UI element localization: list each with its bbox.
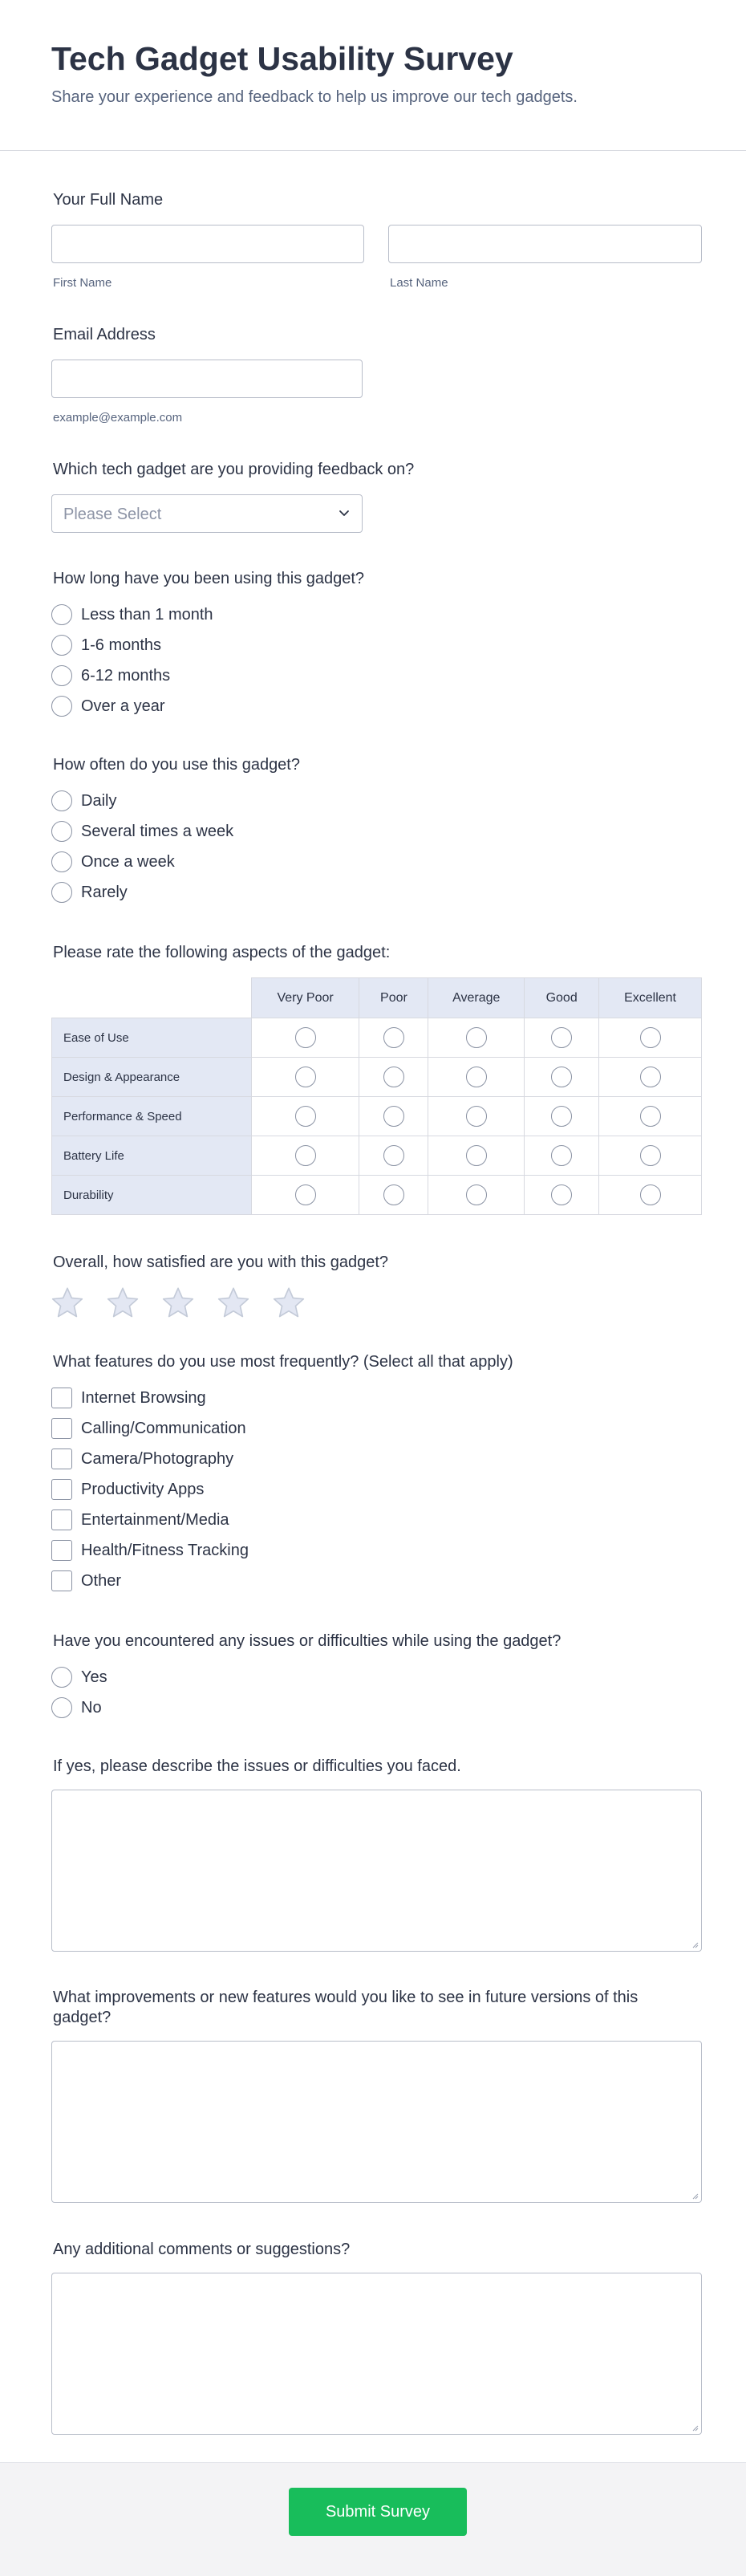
issues-label: Have you encountered any issues or difficulties while using the gadget? [53,1632,562,1650]
duration-option[interactable] [51,695,164,717]
matrix-row [52,1018,702,1058]
chevron-down-icon [338,506,351,519]
matrix-row-label: Durability [52,1176,252,1215]
matrix-column-header: Excellent [599,978,702,1018]
feature-option-label: Entertainment/Media [81,1510,229,1529]
checkbox[interactable] [51,1388,72,1408]
matrix-radio[interactable] [551,1027,572,1048]
frequency-option-label: Rarely [81,883,128,901]
feature-option[interactable] [51,1417,246,1440]
matrix-radio[interactable] [295,1067,316,1087]
matrix-column-header: Average [428,978,525,1018]
matrix-row [52,1176,702,1215]
form-header [0,0,746,151]
matrix-row-label: Design & Appearance [52,1058,252,1097]
feature-option[interactable] [51,1387,206,1409]
matrix-row-label: Performance & Speed [52,1097,252,1136]
improvements-label-line2: gadget? [53,2009,111,2026]
feature-option-label: Camera/Photography [81,1449,234,1468]
matrix-radio[interactable] [640,1027,661,1048]
feature-option[interactable] [51,1448,233,1470]
issues-option[interactable] [51,1666,107,1688]
first-name-sublabel: First Name [53,276,112,290]
rating-matrix [51,977,702,1215]
matrix-radio[interactable] [383,1184,404,1205]
feature-option-label: Calling/Communication [81,1419,246,1437]
star-icon[interactable] [216,1286,251,1321]
matrix-radio[interactable] [551,1106,572,1127]
star-icon[interactable] [105,1286,140,1321]
frequency-option[interactable] [51,851,175,873]
matrix-radio[interactable] [551,1145,572,1166]
matrix-radio[interactable] [640,1106,661,1127]
matrix-row [52,1097,702,1136]
duration-option[interactable] [51,634,161,656]
feature-option-label: Productivity Apps [81,1480,205,1498]
issues-option-label: No [81,1698,102,1717]
matrix-radio[interactable] [383,1027,404,1048]
frequency-option[interactable] [51,790,116,812]
features-label: What features do you use most frequently? (Select all that apply) [53,1353,513,1371]
matrix-radio[interactable] [295,1184,316,1205]
satisfaction-label: Overall, how satisfied are you with this gadget? [53,1253,388,1271]
matrix-column-header: Good [525,978,599,1018]
matrix-radio[interactable] [383,1145,404,1166]
matrix-radio[interactable] [295,1145,316,1166]
radio-button[interactable] [51,882,72,903]
matrix-radio[interactable] [640,1067,661,1087]
issues-describe-textarea[interactable] [51,1790,702,1952]
radio-button[interactable] [51,851,72,872]
checkbox[interactable] [51,1570,72,1591]
checkbox[interactable] [51,1509,72,1530]
matrix-row-label: Ease of Use [52,1018,252,1058]
comments-label: Any additional comments or suggestions? [53,2241,351,2258]
checkbox[interactable] [51,1479,72,1500]
radio-button[interactable] [51,635,72,656]
matrix-column-header: Poor [359,978,428,1018]
checkbox[interactable] [51,1540,72,1561]
comments-textarea[interactable] [51,2273,702,2435]
frequency-option[interactable] [51,881,128,904]
star-icon[interactable] [271,1286,306,1321]
matrix-radio[interactable] [295,1027,316,1048]
frequency-option-label: Several times a week [81,822,234,840]
resize-handle-icon[interactable] [691,2424,699,2432]
duration-option[interactable] [51,603,213,626]
duration-option-label: Less than 1 month [81,605,213,624]
resize-handle-icon[interactable] [691,1940,699,1948]
gadget-label: Which tech gadget are you providing feedback on? [53,461,415,478]
frequency-label: How often do you use this gadget? [53,756,300,774]
radio-button[interactable] [51,604,72,625]
form-title: Tech Gadget Usability Survey [51,40,513,77]
radio-button[interactable] [51,1667,72,1688]
radio-button[interactable] [51,696,72,717]
radio-button[interactable] [51,665,72,686]
radio-button[interactable] [51,1697,72,1718]
radio-button[interactable] [51,821,72,842]
improvements-label-line1: What improvements or new features would you like to see in future versions of this [53,1989,639,2006]
star-rating [50,1286,326,1321]
issues-option-label: Yes [81,1668,107,1686]
matrix-corner [52,978,252,1018]
matrix-radio[interactable] [466,1027,487,1048]
matrix-radio[interactable] [640,1184,661,1205]
feature-option[interactable] [51,1478,204,1501]
last-name-input[interactable] [388,225,702,263]
gadget-select[interactable] [51,494,363,533]
frequency-option[interactable] [51,820,233,843]
duration-option-label: Over a year [81,697,165,715]
duration-label: How long have you been using this gadget? [53,570,365,587]
matrix-radio[interactable] [383,1067,404,1087]
email-label: Email Address [53,326,156,343]
issues-describe-label: If yes, please describe the issues or difficulties you faced. [53,1757,461,1775]
checkbox[interactable] [51,1448,72,1469]
improvements-textarea[interactable] [51,2041,702,2203]
duration-option-label: 1-6 months [81,636,162,654]
checkbox[interactable] [51,1418,72,1439]
resize-handle-icon[interactable] [691,2192,699,2200]
issues-option[interactable] [51,1696,102,1719]
duration-option[interactable] [51,664,170,687]
gadget-select-placeholder: Please Select [63,506,162,523]
star-icon[interactable] [50,1286,85,1321]
radio-button[interactable] [51,790,72,811]
matrix-radio[interactable] [466,1184,487,1205]
rating-matrix-label: Please rate the following aspects of the gadget: [53,944,391,961]
first-name-input[interactable] [51,225,364,263]
matrix-radio[interactable] [551,1067,572,1087]
matrix-radio[interactable] [466,1145,487,1166]
feature-option-label: Health/Fitness Tracking [81,1541,249,1559]
feature-option-label: Other [81,1571,122,1590]
matrix-row [52,1058,702,1097]
feature-option[interactable] [51,1509,229,1531]
matrix-radio[interactable] [466,1106,487,1127]
frequency-option-label: Daily [81,791,117,810]
matrix-radio[interactable] [295,1106,316,1127]
submit-button[interactable]: Submit Survey [289,2488,467,2536]
duration-option-label: 6-12 months [81,666,171,685]
last-name-sublabel: Last Name [390,276,448,290]
full-name-label: Your Full Name [53,191,164,209]
matrix-row [52,1136,702,1176]
matrix-radio[interactable] [551,1184,572,1205]
matrix-column-header: Very Poor [251,978,359,1018]
form-subtitle: Share your experience and feedback to help us improve our tech gadgets. [51,88,578,106]
feature-option[interactable] [51,1570,121,1592]
feature-option-label: Internet Browsing [81,1388,206,1407]
feature-option[interactable] [51,1539,249,1562]
email-input[interactable] [51,360,363,398]
matrix-radio[interactable] [383,1106,404,1127]
email-sublabel: example@example.com [53,411,183,425]
star-icon[interactable] [160,1286,196,1321]
matrix-radio[interactable] [466,1067,487,1087]
matrix-row-label: Battery Life [52,1136,252,1176]
frequency-option-label: Once a week [81,852,175,871]
matrix-radio[interactable] [640,1145,661,1166]
